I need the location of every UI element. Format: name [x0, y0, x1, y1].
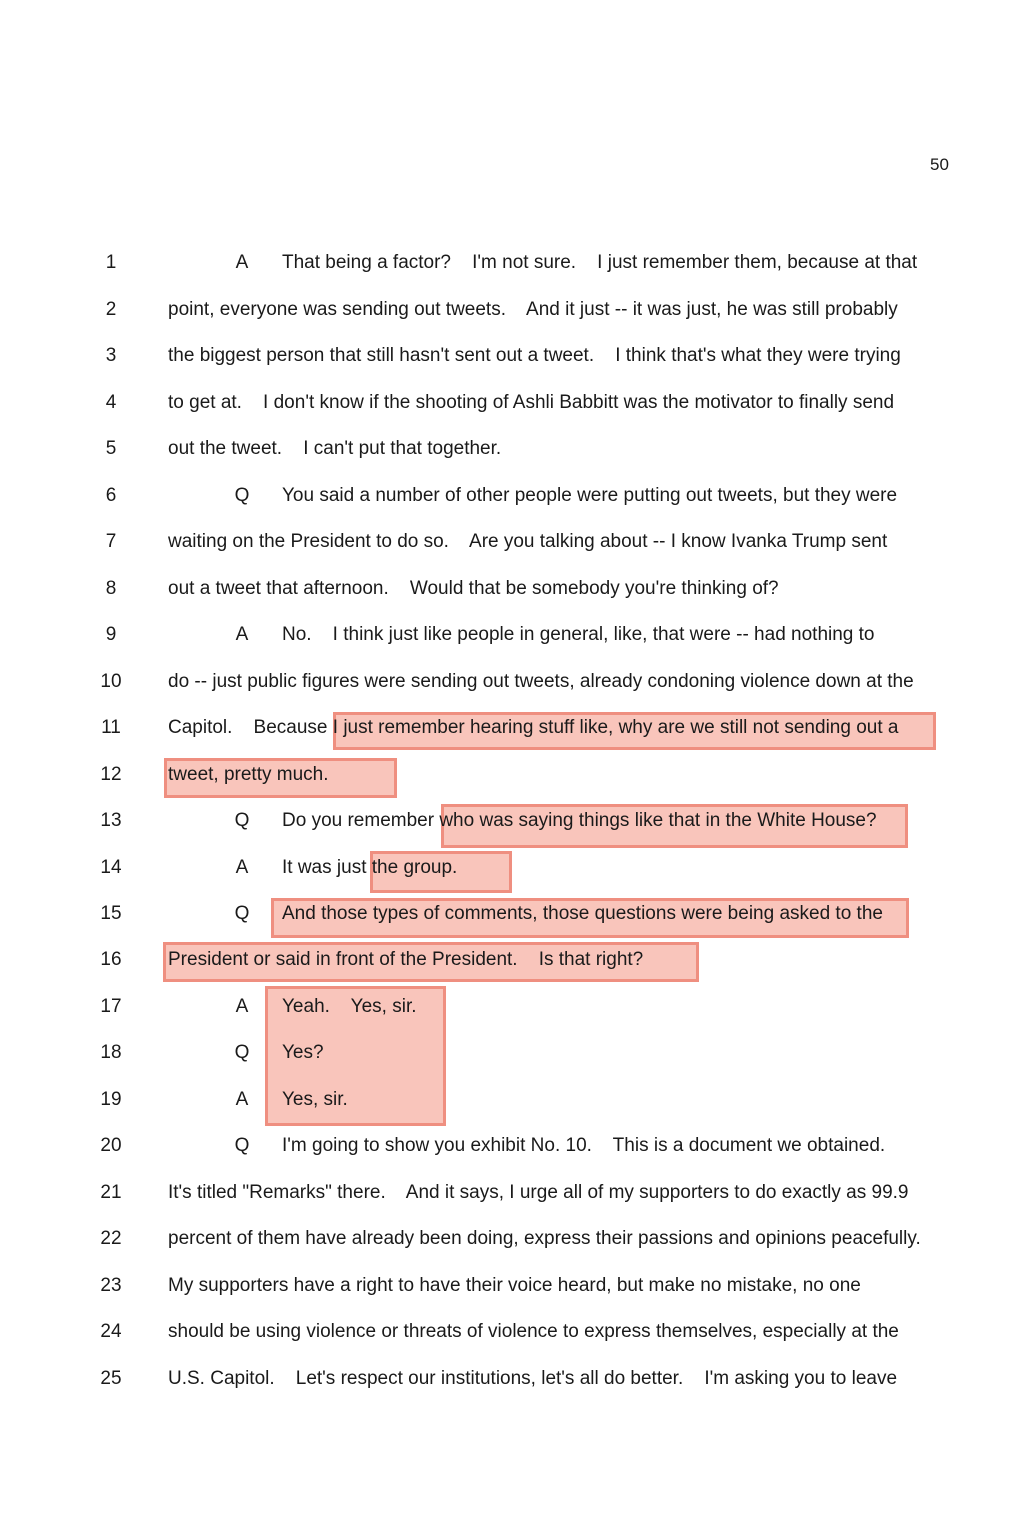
- transcript-line: [0, 341, 1033, 371]
- transcript-line: [0, 388, 1033, 418]
- line-text: to get at. I don't know if the shooting of Ashli Babbitt was the motivator to finally send: [168, 392, 895, 413]
- line-text: You said a number of other people were putting out tweets, but they were: [282, 485, 898, 506]
- line-text: My supporters have a right to have their voice heard, but make no mistake, no one: [168, 1275, 861, 1296]
- transcript-line: [0, 760, 1033, 790]
- line-text: point, everyone was sending out tweets. And it just -- it was just, he was still probably: [168, 299, 898, 320]
- line-number: 6: [105, 485, 117, 506]
- line-text: tweet, pretty much.: [168, 764, 329, 785]
- transcript-line: [0, 1038, 1033, 1068]
- line-number: 8: [105, 578, 117, 599]
- line-number: 19: [100, 1089, 122, 1110]
- transcript-line: [0, 667, 1033, 697]
- transcript-line: [0, 992, 1033, 1022]
- line-text: U.S. Capitol. Let's respect our institutions, let's all do better. I'm asking you to leave: [168, 1368, 898, 1389]
- transcript-line: [0, 527, 1033, 557]
- line-number: 22: [100, 1228, 122, 1249]
- line-number: 4: [105, 392, 117, 413]
- line-number: 1: [105, 252, 117, 273]
- line-text: Do you remember who was saying things like that in the White House?: [282, 810, 877, 831]
- line-text: percent of them have already been doing, express their passions and opinions peacefully.: [168, 1228, 921, 1249]
- line-text: President or said in front of the President. Is that right?: [168, 949, 644, 970]
- line-number: 15: [100, 903, 122, 924]
- line-number: 24: [100, 1321, 122, 1342]
- transcript-line: [0, 1224, 1033, 1254]
- line-text: It was just the group.: [282, 857, 458, 878]
- transcript-line: [0, 1178, 1033, 1208]
- line-text: It's titled "Remarks" there. And it says, I urge all of my supporters to do exactly as 99.9: [168, 1182, 909, 1203]
- line-number: 18: [100, 1042, 122, 1063]
- line-text: No. I think just like people in general, like, that were -- had nothing to: [282, 624, 875, 645]
- speaker-label: Q: [234, 1135, 250, 1156]
- line-text: out a tweet that afternoon. Would that be somebody you're thinking of?: [168, 578, 779, 599]
- speaker-label: A: [235, 252, 249, 273]
- line-text: should be using violence or threats of violence to express themselves, especially at the: [168, 1321, 899, 1342]
- line-number: 7: [105, 531, 117, 552]
- transcript-line: [0, 1085, 1033, 1115]
- line-text: Capitol. Because I just remember hearing stuff like, why are we still not sending out a: [168, 717, 899, 738]
- page-number: 50: [930, 155, 949, 174]
- line-number: 13: [100, 810, 122, 831]
- speaker-label: A: [235, 624, 249, 645]
- transcript-line: [0, 806, 1033, 836]
- speaker-label: A: [235, 1089, 249, 1110]
- speaker-label: A: [235, 996, 249, 1017]
- speaker-label: Q: [234, 903, 250, 924]
- line-number: 3: [105, 345, 117, 366]
- transcript-line: [0, 1317, 1033, 1347]
- line-text: the biggest person that still hasn't sent out a tweet. I think that's what they were trying: [168, 345, 901, 366]
- line-number: 14: [100, 857, 122, 878]
- line-number: 12: [100, 764, 122, 785]
- speaker-label: Q: [234, 485, 250, 506]
- transcript-line: [0, 574, 1033, 604]
- line-number: 10: [100, 671, 122, 692]
- line-number: 2: [105, 299, 117, 320]
- transcript-line: [0, 899, 1033, 929]
- transcript-line: [0, 1131, 1033, 1161]
- line-text: waiting on the President to do so. Are you talking about -- I know Ivanka Trump sent: [168, 531, 888, 552]
- line-number: 17: [100, 996, 122, 1017]
- speaker-label: Q: [234, 810, 250, 831]
- transcript-line: [0, 248, 1033, 278]
- line-number: 25: [100, 1368, 122, 1389]
- speaker-label: Q: [234, 1042, 250, 1063]
- line-text: That being a factor? I'm not sure. I just remember them, because at that: [282, 252, 918, 273]
- line-text: Yes, sir.: [282, 1089, 348, 1110]
- transcript-line: [0, 945, 1033, 975]
- line-number: 5: [105, 438, 117, 459]
- line-text: do -- just public figures were sending out tweets, already condoning violence down at the: [168, 671, 914, 692]
- line-number: 21: [100, 1182, 122, 1203]
- transcript-line: [0, 853, 1033, 883]
- line-text: Yeah. Yes, sir.: [282, 996, 417, 1017]
- line-number: 11: [101, 717, 121, 738]
- transcript-line: [0, 1364, 1033, 1394]
- transcript-line: [0, 620, 1033, 650]
- line-number: 9: [105, 624, 117, 645]
- line-number: 16: [100, 949, 122, 970]
- line-number: 23: [100, 1275, 122, 1296]
- line-text: out the tweet. I can't put that together.: [168, 438, 502, 459]
- transcript-line: [0, 434, 1033, 464]
- transcript-line: [0, 295, 1033, 325]
- speaker-label: A: [235, 857, 249, 878]
- transcript-line: [0, 481, 1033, 511]
- transcript-line: [0, 713, 1033, 743]
- line-text: And those types of comments, those questions were being asked to the: [282, 903, 883, 924]
- line-text: Yes?: [282, 1042, 324, 1063]
- line-number: 20: [100, 1135, 122, 1156]
- transcript-line: [0, 1271, 1033, 1301]
- line-text: I'm going to show you exhibit No. 10. This is a document we obtained.: [282, 1135, 886, 1156]
